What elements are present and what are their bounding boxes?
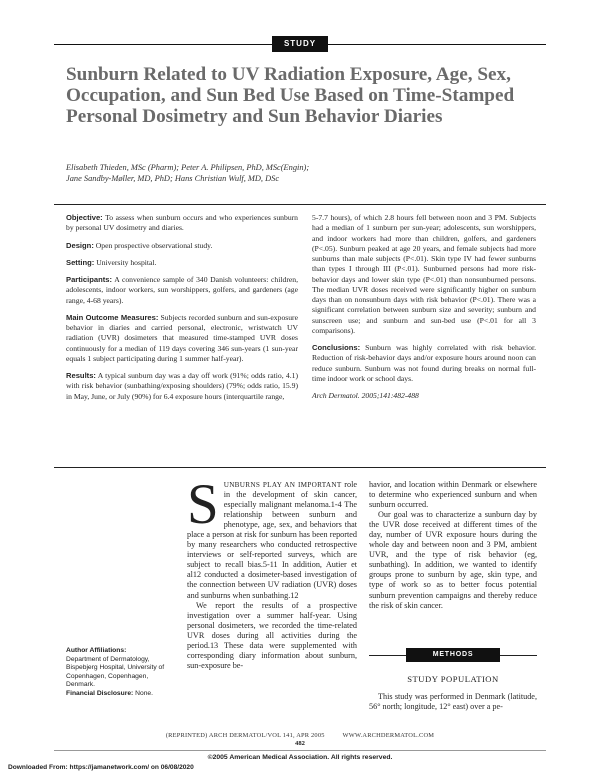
section-badge: STUDY bbox=[272, 36, 328, 52]
body-paragraph-4: Our goal was to characterize a sunburn day by the UVR dose received at different times of the day, number of UVR exposure hours during the whole day and between noon and 3 PM, ambient UVR, and the type of risk behavior (eg, sunbathing). In addition, we wanted to identify groups prone to sunburn by age, skin type, and type of work so as to better focus potential sunburn prevention campaigns and thereby reduce the risk of skin cancer. bbox=[369, 510, 537, 610]
design-text: Open prospective observational study. bbox=[95, 240, 213, 250]
abstract-right-column bbox=[312, 213, 536, 408]
results-label: Results: bbox=[66, 371, 96, 380]
conclusions-label: Conclusions: bbox=[312, 343, 361, 352]
disclosure-text: None. bbox=[135, 689, 153, 697]
body-column-right bbox=[369, 480, 537, 611]
body-column-middle bbox=[187, 473, 358, 671]
setting-text: University hospital. bbox=[96, 257, 157, 267]
body-paragraph-3: havior, and location within Denmark or elsewhere to determine who experienced sunburn and when sunburn occurred. bbox=[369, 480, 537, 510]
body-paragraph-5: This study was performed in Denmark (latitude, 56° north; longitude, 12° east) over a pe- bbox=[369, 692, 537, 712]
drop-cap: S bbox=[187, 473, 219, 536]
disclosure-label: Financial Disclosure: bbox=[66, 689, 134, 697]
affiliations-text: Department of Dermatology, Bispebjerg Hospital, University of Copenhagen, Copenhagen, Denmark. bbox=[66, 655, 165, 689]
abstract-bottom-rule bbox=[54, 467, 546, 468]
results-continued: 5-7.7 hours), of which 2.8 hours fell between noon and 3 PM. Subjects had a median of 1 sunburn per sun-year; adolescents, sun worshippers, and indoor workers had more than children, golfers, and gardeners (P<.05). Sunburn peaked at age 20 years, and female subjects had more sunburns than male subjects (P<.01). Skin type IV had fewer sunburns than types I through III (P<.01). Sunburned persons had more risk-behavior days and lower skin type (P<.01) than nonsunburned persons. The median UVR doses received were significantly higher on sunburn days than on nonsunburn days with risk behavior (P<.01). There was a significant correlation between sunburn size and severity; sunburn and sunscreen use; and sunburn and sun-bed use (P<.01 for all 3 comparisons). bbox=[312, 213, 536, 335]
abstract-results bbox=[66, 371, 298, 402]
article-title: Sunburn Related to UV Radiation Exposure, Age, Sex, Occupation, and Sun Bed Use Based on Time-Stamped Personal Dosimetry and Sun Behavior Diaries bbox=[66, 64, 515, 127]
participants-label: Participants: bbox=[66, 275, 112, 284]
study-population-heading: STUDY POPULATION bbox=[407, 674, 499, 684]
author-line-2: Jane Sandby-Møller, MD, PhD; Hans Christian Wulf, MD, DSc bbox=[66, 174, 280, 184]
design-label: Design: bbox=[66, 240, 94, 250]
abstract-conclusions bbox=[312, 343, 536, 384]
abstract-citation: Arch Dermatol. 2005;141:482-488 bbox=[312, 391, 419, 400]
abstract-setting bbox=[66, 258, 298, 268]
conclusions-text: Sunburn was highly correlated with risk behavior. Reduction of risk-behavior days and/or exposure hours around noon can reduce sunburn. Sunburn was not found during breaks on normal full-time indoor work or school days. bbox=[312, 343, 536, 383]
methods-badge: METHODS bbox=[406, 648, 500, 662]
journal-footer: (REPRINTED) ARCH DERMATOL/VOL 141, APR 2005 WWW.ARCHDERMATOL.COM bbox=[165, 732, 435, 739]
author-affiliations bbox=[66, 647, 176, 699]
abstract-left-column bbox=[66, 213, 298, 409]
intro-paragraph bbox=[187, 473, 358, 601]
intro-text: role in the development of skin cancer, especially malignant melanoma.1-4 The relationship between sunburn and phenotype, age, sex, and behaviors that place a person at risk for sunburn has been reported by many researchers who conducted retrospective interviews or self-reported surveys, which are subject to recall bias.5-11 In addition, Autier et al12 conducted a dosimeter-based investigation of the connection between UV radiation (UVR) doses and sunburns when sunbathing.12 bbox=[187, 480, 358, 600]
body-column-right-lower bbox=[369, 692, 537, 712]
copyright-notice: ©2005 American Medical Association. All rights reserved. bbox=[207, 754, 393, 761]
abstract-objective bbox=[66, 213, 298, 234]
author-list bbox=[66, 162, 536, 184]
download-notice: Downloaded From: https://jamanetwork.com/ on 06/08/2020 bbox=[8, 764, 194, 771]
body-paragraph-2: We report the results of a prospective investigation over a summer half-year. Using personal dosimeters, we recorded the time-related UVR doses during all activities during the period.13 These data were supplemented with corresponding diary information about sunburn, sun-exposure be- bbox=[187, 600, 357, 670]
copyright-rule bbox=[54, 750, 546, 751]
affiliations-heading: Author Affiliations: bbox=[66, 647, 127, 654]
abstract-design bbox=[66, 241, 298, 251]
outcome-label: Main Outcome Measures: bbox=[66, 312, 159, 322]
participants-text: A convenience sample of 340 Danish volunteers: children, adolescents, indoor workers, sun worshippers, golfers, and gardeners (age range, 4-68 years). bbox=[66, 275, 298, 305]
abstract-top-rule bbox=[54, 204, 546, 205]
setting-label: Setting: bbox=[66, 257, 95, 267]
abstract-outcome bbox=[66, 313, 298, 364]
objective-text: To assess when sunburn occurs and who experiences sunburn by personal UV dosimetry and diaries. bbox=[66, 213, 298, 233]
financial-disclosure bbox=[66, 690, 176, 699]
author-line-1: Elisabeth Thieden, MSc (Pharm); Peter A. Philipsen, PhD, MSc(Engin); bbox=[66, 163, 310, 172]
page-number: 482 bbox=[295, 740, 305, 747]
results-text: A typical sunburn day was a day off work (91%; odds ratio, 4.1) with risk behavior (sunbathing/exposing shoulders) (79%; odds ratio, 15.9) in May, June, or July (90%) for 6.4 exposure hours (interquartile range, bbox=[66, 371, 298, 401]
outcome-text: Subjects recorded sunburn and sun-exposure behavior in diaries and carried personal, electronic, wristwatch UV radiation (UVR) dosimeters that measured time-stamped UVR doses continuously for a median of 119 days covering 346 sun-years (1 sun-year equals 1 subject participating during 1 summer half-year). bbox=[66, 312, 298, 363]
methods-heading bbox=[369, 648, 537, 662]
abstract-participants bbox=[66, 275, 298, 306]
intro-small-caps: UNBURNS PLAY AN IMPORTANT bbox=[223, 481, 342, 489]
objective-label: Objective: bbox=[66, 213, 103, 222]
